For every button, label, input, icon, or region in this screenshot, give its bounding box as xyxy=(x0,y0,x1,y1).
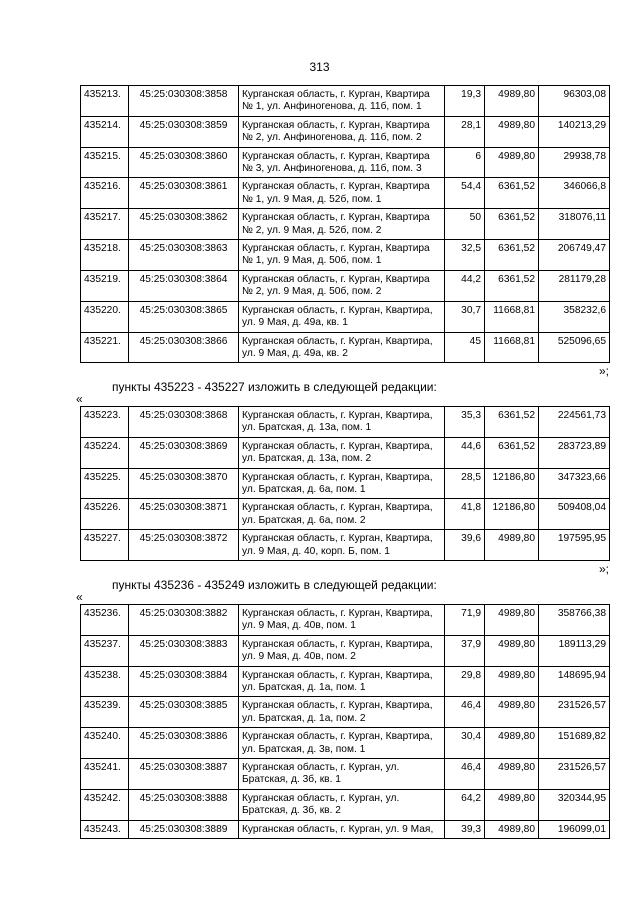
specific-value-cell: 6361,52 xyxy=(485,178,539,209)
specific-value-cell: 6361,52 xyxy=(485,240,539,271)
table-row xyxy=(81,499,610,530)
area-cell: 28,5 xyxy=(445,468,485,499)
specific-value-cell: 4989,80 xyxy=(485,697,539,728)
cadastral-number-cell: 45:25:030308:3860 xyxy=(129,147,239,178)
area-cell: 41,8 xyxy=(445,499,485,530)
cadastral-value-cell: 320344,95 xyxy=(539,789,610,820)
cadastral-value-cell: 509408,04 xyxy=(539,499,610,530)
area-cell: 44,6 xyxy=(445,437,485,468)
opening-quote-mark: « xyxy=(76,392,83,406)
row-number-cell: 435216. xyxy=(81,178,129,209)
address-cell: Курганская область, г. Курган, Квартира, ул. Братская, д. 6а, пом. 2 xyxy=(239,499,445,530)
cadastral-number-cell: 45:25:030308:3864 xyxy=(129,270,239,301)
cadastral-number-cell: 45:25:030308:3866 xyxy=(129,332,239,363)
row-number-cell: 435238. xyxy=(81,666,129,697)
row-number-cell: 435226. xyxy=(81,499,129,530)
specific-value-cell: 6361,52 xyxy=(485,209,539,240)
cadastral-value-cell: 197595,95 xyxy=(539,530,610,561)
specific-value-cell: 4989,80 xyxy=(485,116,539,147)
row-number-cell: 435215. xyxy=(81,147,129,178)
specific-value-cell: 4989,80 xyxy=(485,666,539,697)
cadastral-value-cell: 358232,6 xyxy=(539,301,610,332)
table-row xyxy=(81,789,610,820)
row-number-cell: 435223. xyxy=(81,407,129,438)
area-cell: 45 xyxy=(445,332,485,363)
page-number: 313 xyxy=(309,60,330,74)
cadastral-number-cell: 45:25:030308:3870 xyxy=(129,468,239,499)
row-number-cell: 435214. xyxy=(81,116,129,147)
cadastral-number-cell: 45:25:030308:3886 xyxy=(129,728,239,759)
address-cell: Курганская область, г. Курган, Квартира, ул. Братская, д. 13а, пом. 1 xyxy=(239,407,445,438)
cadastral-value-cell: 189113,29 xyxy=(539,635,610,666)
cadastral-value-cell: 347323,66 xyxy=(539,468,610,499)
table-row xyxy=(81,697,610,728)
cadastral-value-cell: 206749,47 xyxy=(539,240,610,271)
cadastral-value-cell: 196099,01 xyxy=(539,820,610,838)
specific-value-cell: 4989,80 xyxy=(485,86,539,117)
table-row xyxy=(81,820,610,838)
row-number-cell: 435242. xyxy=(81,789,129,820)
amendment-instruction: пункты 435223 - 435227 изложить в следующей редакции: xyxy=(112,380,437,394)
table-row xyxy=(81,530,610,561)
cadastral-number-cell: 45:25:030308:3858 xyxy=(129,86,239,117)
area-cell: 46,4 xyxy=(445,697,485,728)
row-number-cell: 435221. xyxy=(81,332,129,363)
cadastral-value-cell: 283723,89 xyxy=(539,437,610,468)
cadastral-number-cell: 45:25:030308:3871 xyxy=(129,499,239,530)
table-row xyxy=(81,728,610,759)
cadastral-number-cell: 45:25:030308:3868 xyxy=(129,407,239,438)
cadastral-value-cell: 525096,65 xyxy=(539,332,610,363)
table-row xyxy=(81,666,610,697)
address-cell: Курганская область, г. Курган, Квартира, ул. Братская, д. 1а, пом. 2 xyxy=(239,697,445,728)
area-cell: 50 xyxy=(445,209,485,240)
table-row xyxy=(81,240,610,271)
table-row xyxy=(81,407,610,438)
specific-value-cell: 6361,52 xyxy=(485,437,539,468)
specific-value-cell: 6361,52 xyxy=(485,407,539,438)
address-cell: Курганская область, г. Курган, Квартира, ул. 9 Мая, д. 40, корп. Б, пом. 1 xyxy=(239,530,445,561)
cadastral-value-cell: 318076,11 xyxy=(539,209,610,240)
cadastral-value-cell: 151689,82 xyxy=(539,728,610,759)
property-table-2 xyxy=(80,406,610,561)
table-row xyxy=(81,86,610,117)
table-row xyxy=(81,270,610,301)
cadastral-value-cell: 29938,78 xyxy=(539,147,610,178)
address-cell: Курганская область, г. Курган, Квартира № 2, ул. Анфиногенова, д. 11б, пом. 2 xyxy=(239,116,445,147)
opening-quote-mark: « xyxy=(76,590,83,604)
table-row xyxy=(81,178,610,209)
specific-value-cell: 4989,80 xyxy=(485,605,539,636)
area-cell: 37,9 xyxy=(445,635,485,666)
cadastral-number-cell: 45:25:030308:3884 xyxy=(129,666,239,697)
row-number-cell: 435241. xyxy=(81,759,129,790)
cadastral-number-cell: 45:25:030308:3859 xyxy=(129,116,239,147)
area-cell: 30,7 xyxy=(445,301,485,332)
table-row xyxy=(81,437,610,468)
area-cell: 64,2 xyxy=(445,789,485,820)
specific-value-cell: 4989,80 xyxy=(485,820,539,838)
area-cell: 35,3 xyxy=(445,407,485,438)
table-row xyxy=(81,468,610,499)
cadastral-number-cell: 45:25:030308:3889 xyxy=(129,820,239,838)
cadastral-value-cell: 231526,57 xyxy=(539,697,610,728)
area-cell: 44,2 xyxy=(445,270,485,301)
area-cell: 19,3 xyxy=(445,86,485,117)
area-cell: 71,9 xyxy=(445,605,485,636)
table-row xyxy=(81,605,610,636)
property-table-1 xyxy=(80,85,610,363)
specific-value-cell: 4989,80 xyxy=(485,759,539,790)
address-cell: Курганская область, г. Курган, Квартира № 3, ул. Анфиногенова, д. 11б, пом. 3 xyxy=(239,147,445,178)
address-cell: Курганская область, г. Курган, Квартира № 2, ул. 9 Мая, д. 52б, пом. 2 xyxy=(239,209,445,240)
row-number-cell: 435243. xyxy=(81,820,129,838)
row-number-cell: 435237. xyxy=(81,635,129,666)
address-cell: Курганская область, г. Курган, Квартира, ул. Братская, д. 1а, пом. 1 xyxy=(239,666,445,697)
address-cell: Курганская область, г. Курган, Квартира № 1, ул. Анфиногенова, д. 11б, пом. 1 xyxy=(239,86,445,117)
area-cell: 28,1 xyxy=(445,116,485,147)
cadastral-number-cell: 45:25:030308:3888 xyxy=(129,789,239,820)
row-number-cell: 435227. xyxy=(81,530,129,561)
cadastral-value-cell: 231526,57 xyxy=(539,759,610,790)
cadastral-number-cell: 45:25:030308:3862 xyxy=(129,209,239,240)
address-cell: Курганская область, г. Курган, Квартира, ул. 9 Мая, д. 49а, кв. 1 xyxy=(239,301,445,332)
amendment-instruction: пункты 435236 - 435249 изложить в следующей редакции: xyxy=(112,578,437,592)
specific-value-cell: 12186,80 xyxy=(485,499,539,530)
cadastral-value-cell: 148695,94 xyxy=(539,666,610,697)
address-cell: Курганская область, г. Курган, ул. Братская, д. 3б, кв. 2 xyxy=(239,789,445,820)
address-cell: Курганская область, г. Курган, ул. Братская, д. 3б, кв. 1 xyxy=(239,759,445,790)
row-number-cell: 435239. xyxy=(81,697,129,728)
address-cell: Курганская область, г. Курган, Квартира, ул. Братская, д. 3в, пом. 1 xyxy=(239,728,445,759)
table-row xyxy=(81,209,610,240)
area-cell: 30,4 xyxy=(445,728,485,759)
closing-quote-mark: »; xyxy=(598,562,609,576)
specific-value-cell: 4989,80 xyxy=(485,728,539,759)
specific-value-cell: 4989,80 xyxy=(485,530,539,561)
row-number-cell: 435219. xyxy=(81,270,129,301)
area-cell: 46,4 xyxy=(445,759,485,790)
address-cell: Курганская область, г. Курган, Квартира, ул. 9 Мая, д. 49а, кв. 2 xyxy=(239,332,445,363)
specific-value-cell: 4989,80 xyxy=(485,789,539,820)
address-cell: Курганская область, г. Курган, Квартира, ул. Братская, д. 6а, пом. 1 xyxy=(239,468,445,499)
cadastral-value-cell: 140213,29 xyxy=(539,116,610,147)
table-row xyxy=(81,759,610,790)
row-number-cell: 435236. xyxy=(81,605,129,636)
area-cell: 29,8 xyxy=(445,666,485,697)
table-row xyxy=(81,116,610,147)
address-cell: Курганская область, г. Курган, Квартира № 1, ул. 9 Мая, д. 50б, пом. 1 xyxy=(239,240,445,271)
area-cell: 39,6 xyxy=(445,530,485,561)
cadastral-number-cell: 45:25:030308:3861 xyxy=(129,178,239,209)
address-cell: Курганская область, г. Курган, Квартира № 2, ул. 9 Мая, д. 50б, пом. 2 xyxy=(239,270,445,301)
cadastral-number-cell: 45:25:030308:3887 xyxy=(129,759,239,790)
area-cell: 54,4 xyxy=(445,178,485,209)
address-cell: Курганская область, г. Курган, Квартира, ул. 9 Мая, д. 40в, пом. 1 xyxy=(239,605,445,636)
table-row xyxy=(81,147,610,178)
cadastral-value-cell: 281179,28 xyxy=(539,270,610,301)
row-number-cell: 435217. xyxy=(81,209,129,240)
row-number-cell: 435213. xyxy=(81,86,129,117)
row-number-cell: 435225. xyxy=(81,468,129,499)
specific-value-cell: 4989,80 xyxy=(485,635,539,666)
specific-value-cell: 4989,80 xyxy=(485,147,539,178)
cadastral-number-cell: 45:25:030308:3883 xyxy=(129,635,239,666)
cadastral-number-cell: 45:25:030308:3865 xyxy=(129,301,239,332)
address-cell: Курганская область, г. Курган, ул. 9 Мая, xyxy=(239,820,445,838)
address-cell: Курганская область, г. Курган, Квартира № 1, ул. 9 Мая, д. 52б, пом. 1 xyxy=(239,178,445,209)
row-number-cell: 435240. xyxy=(81,728,129,759)
row-number-cell: 435224. xyxy=(81,437,129,468)
cadastral-value-cell: 358766,38 xyxy=(539,605,610,636)
closing-quote-mark: »; xyxy=(598,364,609,378)
specific-value-cell: 11668,81 xyxy=(485,332,539,363)
row-number-cell: 435220. xyxy=(81,301,129,332)
specific-value-cell: 12186,80 xyxy=(485,468,539,499)
row-number-cell: 435218. xyxy=(81,240,129,271)
table-row xyxy=(81,635,610,666)
area-cell: 6 xyxy=(445,147,485,178)
area-cell: 39,3 xyxy=(445,820,485,838)
area-cell: 32,5 xyxy=(445,240,485,271)
cadastral-number-cell: 45:25:030308:3885 xyxy=(129,697,239,728)
address-cell: Курганская область, г. Курган, Квартира, ул. 9 Мая, д. 40в, пом. 2 xyxy=(239,635,445,666)
cadastral-number-cell: 45:25:030308:3863 xyxy=(129,240,239,271)
cadastral-value-cell: 346066,8 xyxy=(539,178,610,209)
specific-value-cell: 11668,81 xyxy=(485,301,539,332)
table-row xyxy=(81,301,610,332)
table-row xyxy=(81,332,610,363)
cadastral-value-cell: 96303,08 xyxy=(539,86,610,117)
property-table-3 xyxy=(80,604,610,839)
cadastral-number-cell: 45:25:030308:3882 xyxy=(129,605,239,636)
address-cell: Курганская область, г. Курган, Квартира, ул. Братская, д. 13а, пом. 2 xyxy=(239,437,445,468)
specific-value-cell: 6361,52 xyxy=(485,270,539,301)
cadastral-number-cell: 45:25:030308:3869 xyxy=(129,437,239,468)
cadastral-number-cell: 45:25:030308:3872 xyxy=(129,530,239,561)
cadastral-value-cell: 224561,73 xyxy=(539,407,610,438)
